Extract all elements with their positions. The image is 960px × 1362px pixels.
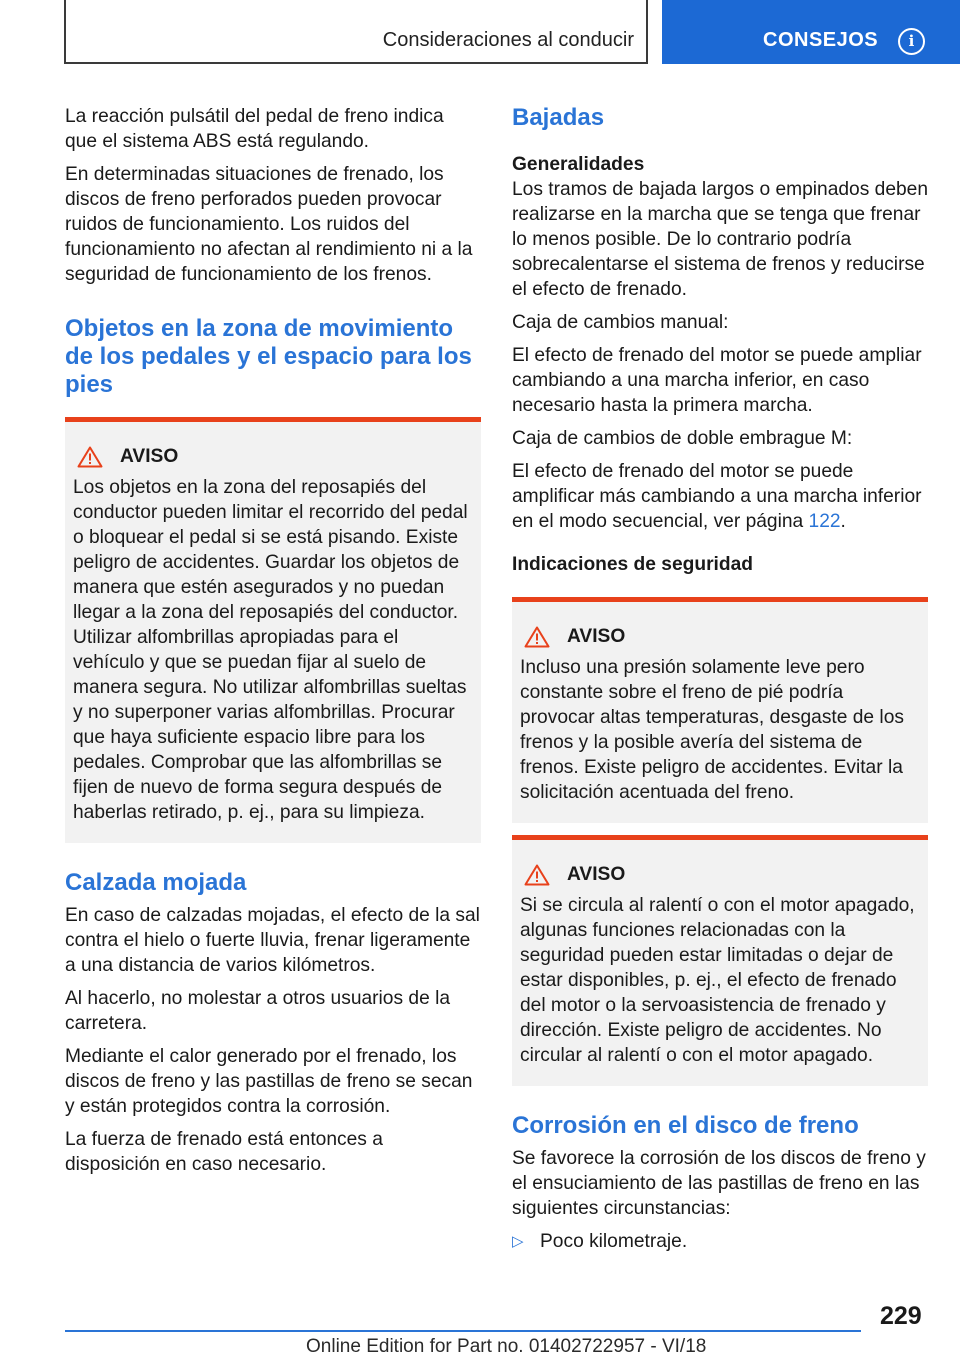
info-icon[interactable]: i [898, 28, 925, 55]
page-link-122[interactable]: 122 [808, 511, 841, 532]
text: El efecto de frenado del motor se puede amplificar más cambiando a una marcha inferior en el modo secuencial, ver página [512, 461, 922, 532]
warning-box [512, 835, 928, 1086]
warning-title [520, 862, 920, 887]
right-column [512, 104, 928, 1254]
warning-text: Los objetos en la zona del reposapiés del conductor pueden limitar el recorrido del pedal o bloquear el pedal si se está pisando. Existe peligro de accidentes. Guardar los objetos de manera que estén asegurados y no puedan llegar a la zona del reposapiés del conductor. Utilizar alfombrillas apropiadas para el vehículo y que se puedan fijar al suelo de manera segura. No utilizar alfombrillas sueltas y no superponer varias alfombrillas. Procurar que haya suficiente espacio libre para los pedales. Comprobar que las alfombrillas se fijen de nuevo de forma segura después de haberlas retirado, p. ej., para su limpieza. [73, 477, 468, 823]
paragraph: Mediante el calor generado por el frenado, los discos de freno y las pastillas de freno se secan y están protegidos contra la corrosión. [65, 1046, 473, 1117]
warning-triangle-icon [524, 864, 550, 886]
footer-divider [65, 1330, 861, 1332]
header-chapter-tab[interactable] [662, 0, 960, 64]
warning-triangle-icon [524, 626, 550, 648]
header-chapter-label: CONSEJOS [763, 29, 879, 51]
header-section-title: Consideraciones al conducir [382, 29, 634, 51]
subheading-generalidades: Generalidades [512, 154, 645, 175]
paragraph: La fuerza de frenado está entonces a disposición en caso necesario. [65, 1129, 383, 1175]
bullet-triangle-icon: ▷ [512, 1233, 524, 1250]
paragraph: En caso de calzadas mojadas, el efecto de la sal contra el hielo o fuerte lluvia, frenar ligeramente a una distancia de varios kilómetros. [65, 905, 480, 976]
paragraph: En determinadas situaciones de frenado, los discos de freno perforados pueden provocar ruidos de funcionamiento. Los ruidos del funcionamiento no afectan al rendimiento ni a la seguridad de funcionamiento de los frenos. [65, 164, 473, 285]
paragraph-page-ref [512, 459, 928, 534]
edition-text: Online Edition for Part no. 01402722957 - VI/18 [306, 1336, 707, 1357]
subheading-indicaciones: Indicaciones de seguridad [512, 554, 753, 575]
paragraph: Caja de cambios de doble embrague M: [512, 428, 853, 449]
warning-title [520, 624, 920, 649]
heading-bajadas: Bajadas [512, 104, 605, 131]
list-item-text: Poco kilometraje. [540, 1231, 688, 1252]
paragraph: Los tramos de bajada largos o empinados deben realizarse en la marcha que se tenga que frenar lo menos posible. De lo contrario podría sobrecalentarse el sistema de frenos y reducirse el efecto de frenado. [512, 179, 929, 300]
warning-triangle-icon [77, 446, 103, 468]
warning-label: AVISO [120, 446, 179, 467]
header-section-box [64, 0, 648, 64]
left-column [65, 104, 481, 1185]
heading-calzada: Calzada mojada [65, 869, 247, 896]
warning-label: AVISO [567, 864, 626, 885]
text: . [840, 511, 846, 532]
paragraph: La reacción pulsátil del pedal de freno indica que el sistema ABS está regulando. [65, 106, 444, 152]
paragraph: El efecto de frenado del motor se puede ampliar cambiando a una marcha inferior, en caso necesario hasta la primera marcha. [512, 345, 922, 416]
page-number: 229 [880, 1302, 922, 1330]
paragraph: Se favorece la corrosión de los discos de freno y el ensuciamiento de las pastillas de freno en las siguientes circunstancias: [512, 1148, 926, 1219]
paragraph: Caja de cambios manual: [512, 312, 729, 333]
warning-text: Si se circula al ralentí o con el motor apagado, algunas funciones relacionadas con la seguridad pueden estar limitadas o dejar de estar disponibles, p. ej., el efecto de frenado del motor o la servoasistencia de frenado y dirección. Existe peligro de accidentes. No circular al ralentí o con el motor apagado. [520, 895, 915, 1066]
footer-edition [306, 1336, 706, 1358]
warning-text: Incluso una presión solamente leve pero constante sobre el freno de pié podría provocar altas temperaturas, desgaste de los frenos y la posible avería del sistema de frenos. Existe peligro de accidentes. Evitar la solicitación acentuada del freno. [520, 657, 904, 803]
list-item [512, 1229, 928, 1254]
warning-box [65, 417, 481, 843]
paragraph: Al hacerlo, no molestar a otros usuarios de la carretera. [65, 988, 451, 1034]
heading-objetos: Objetos en la zona de movimiento de los pedales y el espacio para los pies [65, 315, 472, 398]
warning-title [73, 444, 473, 469]
heading-corrosion: Corrosión en el disco de freno [512, 1112, 859, 1139]
warning-box [512, 597, 928, 823]
warning-label: AVISO [567, 626, 626, 647]
